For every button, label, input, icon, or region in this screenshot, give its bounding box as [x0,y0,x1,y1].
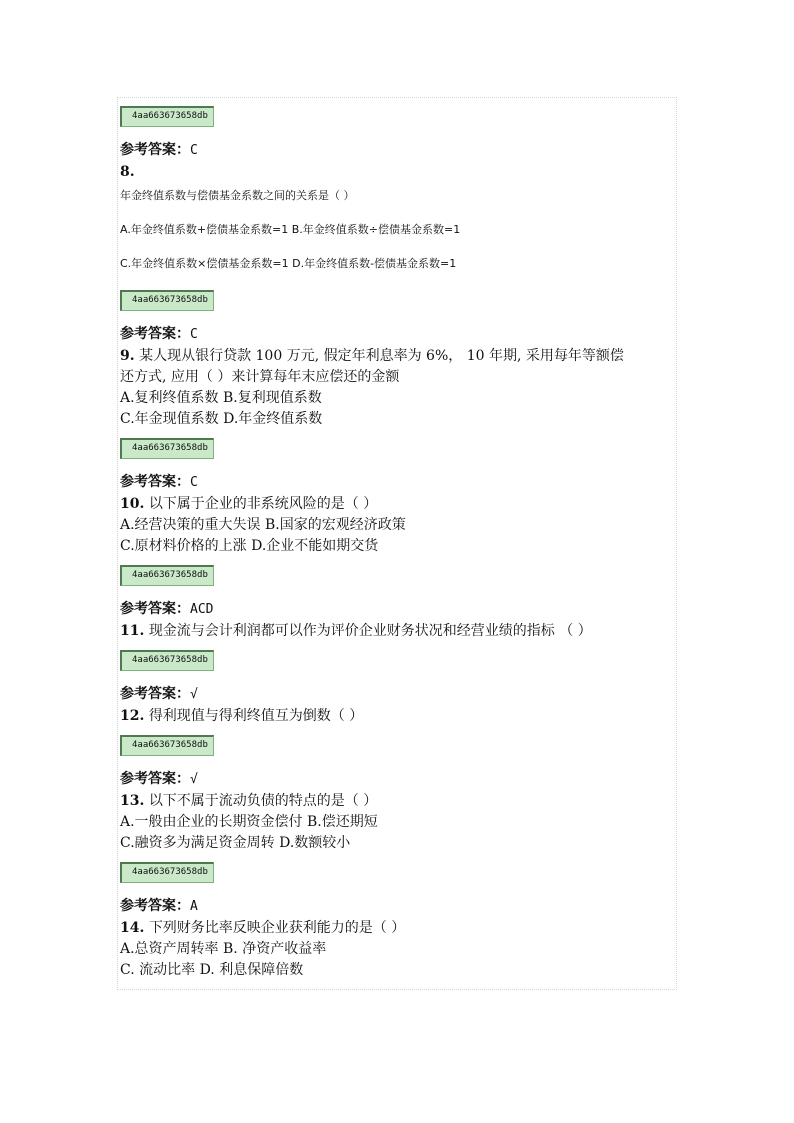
answer-code-tag: 4aa663673658db [120,650,214,671]
question-option: C. 流动比率 D. 利息保障倍数 [120,962,304,978]
question-number: 9. [120,348,135,364]
question-stem: 得利现值与得利终值互为倒数（ ） [148,708,364,724]
question-option: C.融资多为满足资金周转 D.数额较小 [120,835,351,851]
answer-line: 参考答案：C [120,326,198,342]
question-option: A.总资产周转率 B. 净资产收益率 [120,941,327,957]
question-number: 13. [120,793,145,809]
answer-line: 参考答案：A [120,898,198,914]
answer-code-tag: 4aa663673658db [120,735,214,756]
document-content [120,106,680,981]
question-number: 8. [120,164,135,180]
answer-code-tag: 4aa663673658db [120,565,214,586]
question-option: A.年金终值系数+偿债基金系数=1 B.年金终值系数÷偿债基金系数=1 [120,223,461,236]
question-stem: 以下属于企业的非系统风险的是（ ） [148,496,378,512]
question-option: A.复利终值系数 B.复利现值系数 [120,390,322,406]
question-stem-continued: 还方式, 应用（ ）来计算每年末应偿还的金额 [120,369,400,385]
answer-line: 参考答案：C [120,142,198,158]
answer-code-tag: 4aa663673658db [120,106,214,127]
question-stem: 下列财务比率反映企业获利能力的是（ ） [148,920,406,936]
question-stem: 某人现从银行贷款 100 万元, 假定年利息率为 6%， 10 年期, 采用每年等额偿 [139,348,624,364]
answer-code-tag: 4aa663673658db [120,438,214,459]
question-option: A.一般由企业的长期资金偿付 B.偿还期短 [120,814,378,830]
answer-code-tag: 4aa663673658db [120,290,214,311]
question-stem: 以下不属于流动负债的特点的是（ ） [148,793,378,809]
question-option: C.原材料价格的上涨 D.企业不能如期交货 [120,538,379,554]
answer-line: 参考答案：√ [120,686,198,702]
answer-line: 参考答案：C [120,474,198,490]
question-option: C.年金现值系数 D.年金终值系数 [120,411,323,427]
answer-code-tag: 4aa663673658db [120,862,214,883]
answer-line: 参考答案：ACD [120,601,214,617]
question-number: 12. [120,708,145,724]
question-stem: 年金终值系数与偿债基金系数之间的关系是（ ） [120,189,355,202]
question-stem: 现金流与会计利润都可以作为评价企业财务状况和经营业绩的指标 （ ） [148,623,592,639]
question-option: A.经营决策的重大失误 B.国家的宏观经济政策 [120,517,406,533]
question-number: 10. [120,496,145,512]
answer-line: 参考答案：√ [120,771,198,787]
question-number: 14. [120,920,145,936]
question-number: 11. [120,623,145,639]
question-option: C.年金终值系数×偿债基金系数=1 D.年金终值系数-偿债基金系数=1 [120,257,457,270]
